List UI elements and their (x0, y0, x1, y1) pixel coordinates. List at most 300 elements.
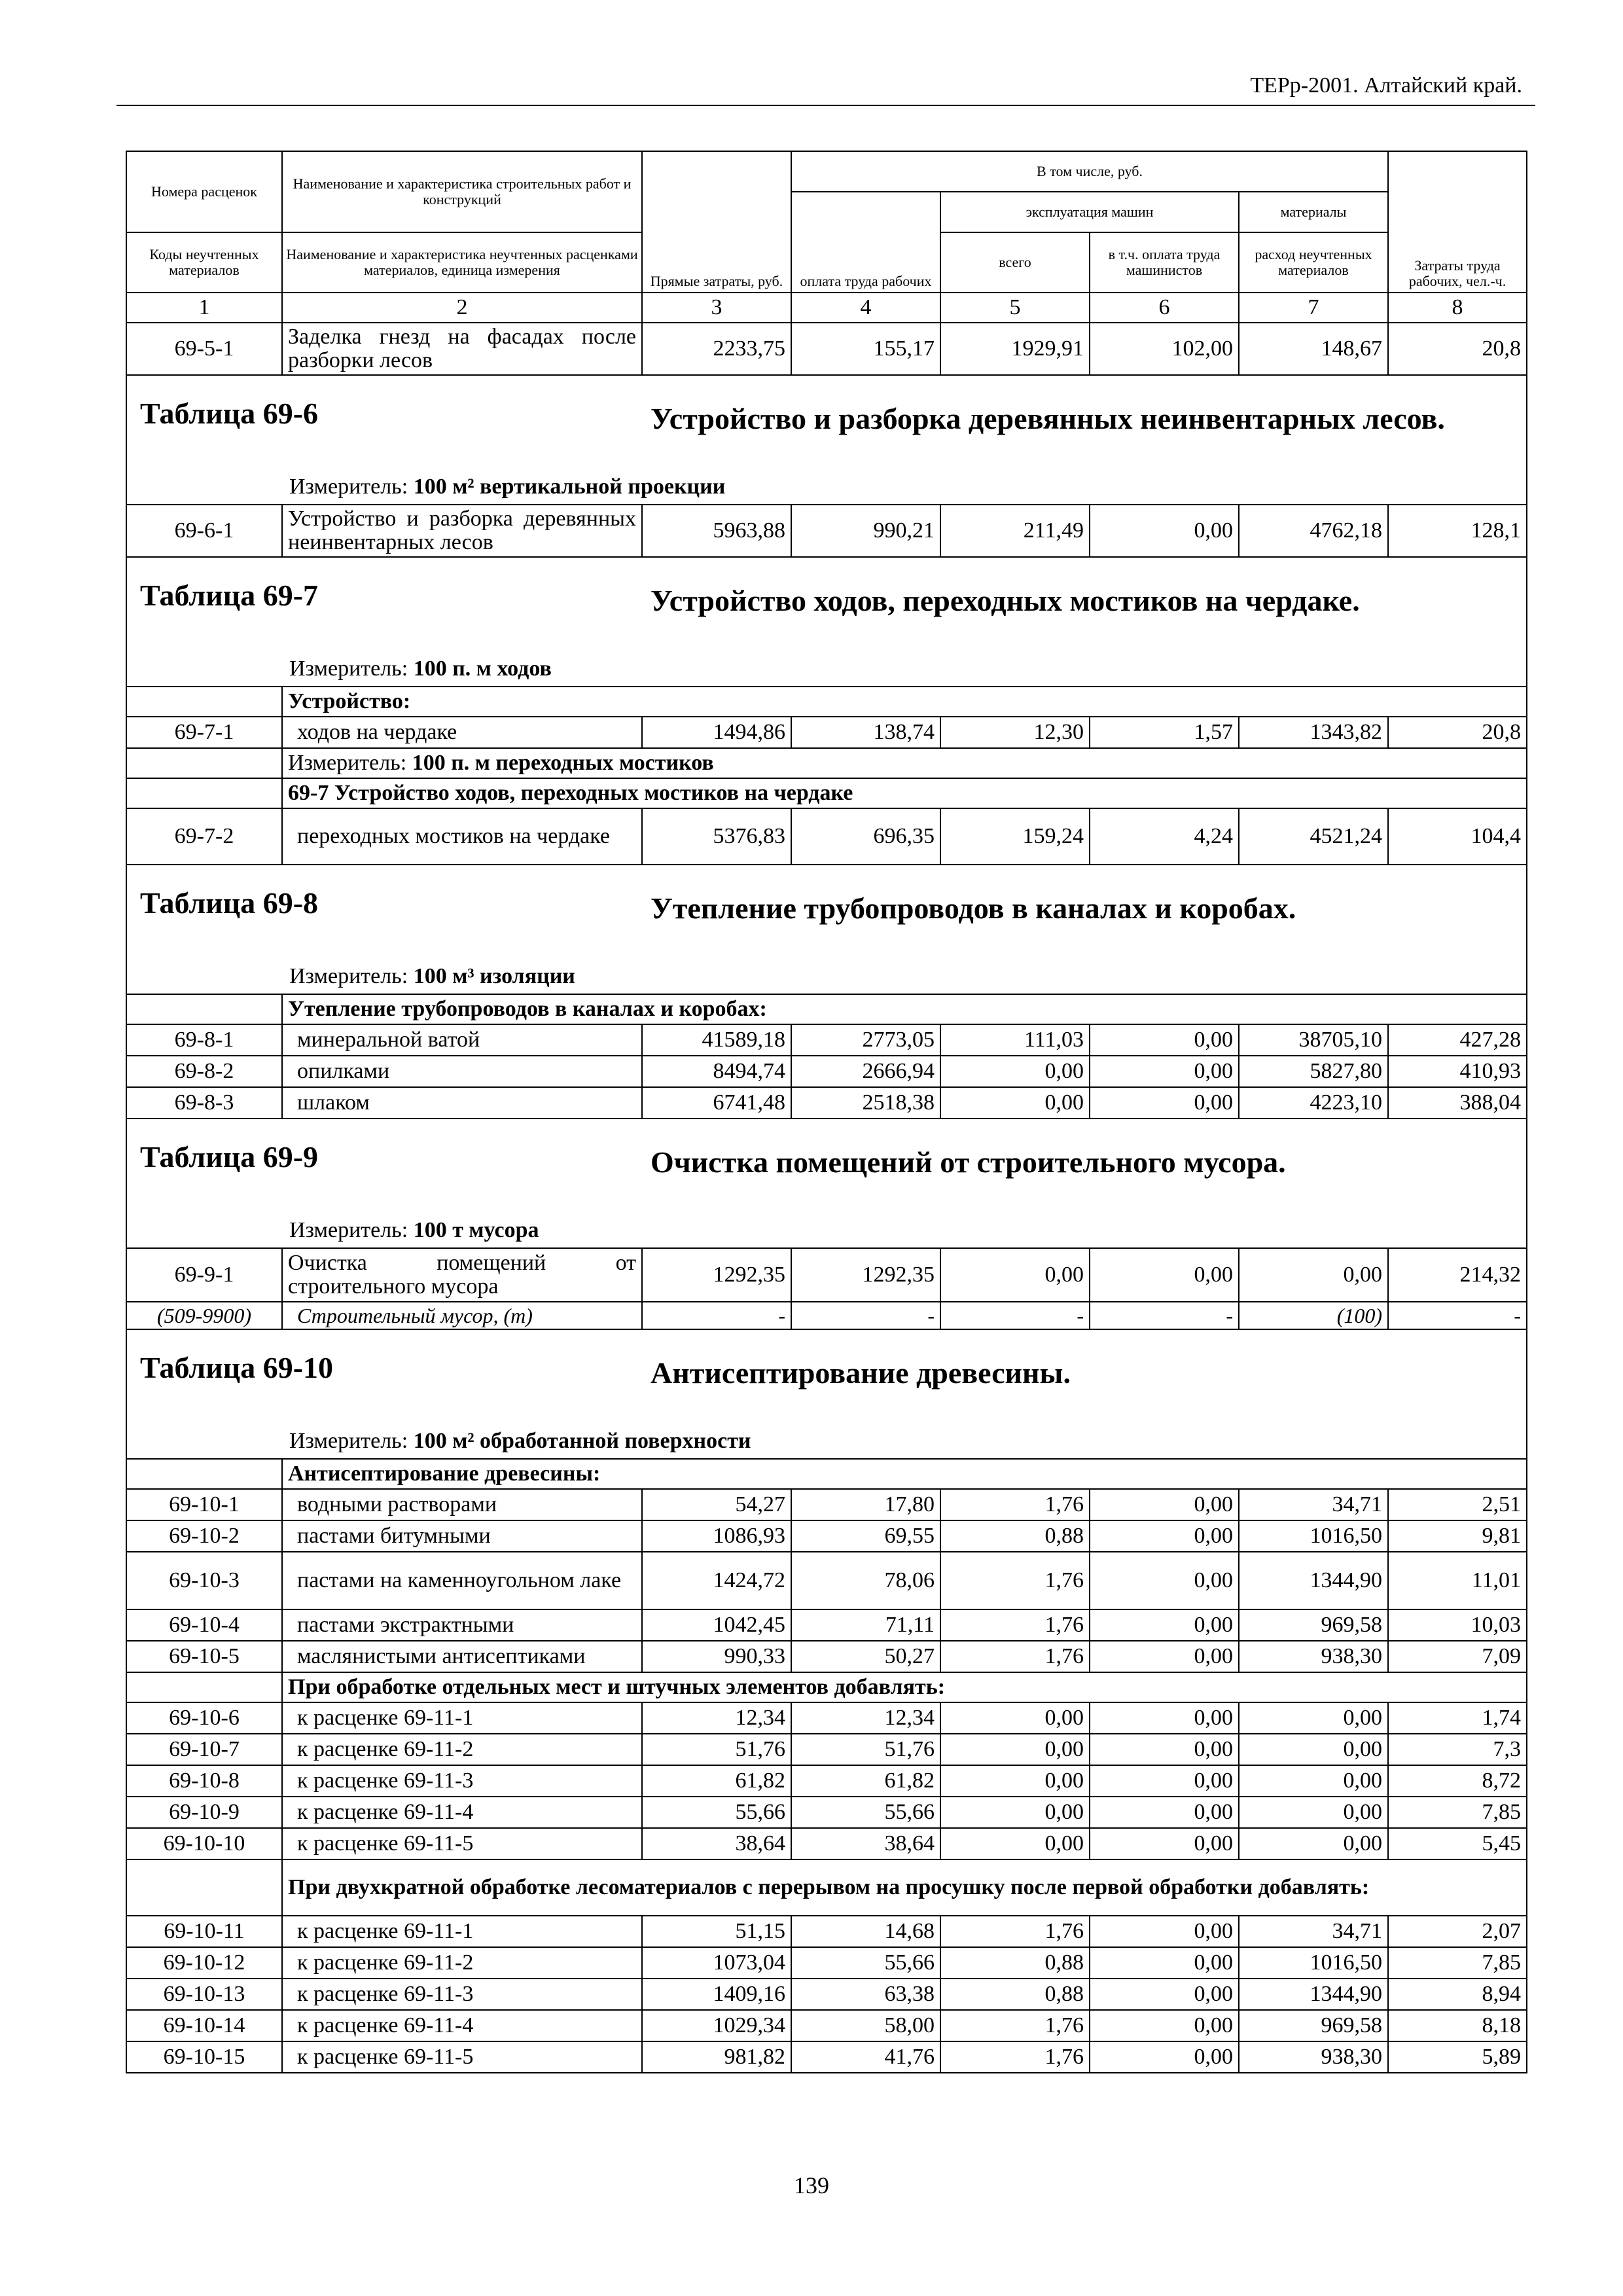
rate-value: 8,94 (1388, 1979, 1527, 2010)
subheading-text: Устройство: (282, 687, 1527, 717)
rate-row (126, 1947, 1527, 1979)
rate-code: 69-10-5 (126, 1641, 282, 1672)
column-number: 3 (642, 293, 791, 323)
section-meter (289, 965, 575, 988)
rate-row (126, 808, 1527, 865)
rate-value: 0,00 (1239, 1828, 1388, 1859)
header-title: ТЕРр-2001. Алтайский край. (1250, 73, 1522, 98)
rate-code: 69-7-2 (126, 808, 282, 865)
rate-name: водными растворами (282, 1489, 642, 1520)
rate-value: 11,01 (1388, 1552, 1527, 1609)
col-header-group: В том числе, руб. (791, 151, 1388, 192)
rate-value: 17,80 (791, 1489, 940, 1520)
rate-value: 8,72 (1388, 1765, 1527, 1797)
section-inner (127, 865, 1526, 994)
rate-value: 0,00 (1090, 1765, 1239, 1797)
subheading-text: Антисептирование древесины: (282, 1459, 1527, 1489)
rate-value: - (791, 1302, 940, 1329)
rate-value: - (642, 1302, 791, 1329)
rate-value: 1,57 (1090, 717, 1239, 748)
rate-code: 69-5-1 (126, 323, 282, 375)
rate-value: 0,00 (1090, 1734, 1239, 1765)
rate-name: к расценке 69-11-1 (282, 1916, 642, 1947)
rate-code: 69-8-2 (126, 1056, 282, 1087)
rate-value: 1292,35 (791, 1248, 940, 1302)
rate-value: 1494,86 (642, 717, 791, 748)
section-title: Таблица 69-9 (140, 1140, 319, 1174)
section-header (126, 557, 1527, 687)
section-cell (126, 1329, 1527, 1459)
rate-name: пастами битумными (282, 1520, 642, 1552)
rate-value: 1,76 (940, 1641, 1090, 1672)
meter-label: Измеритель: (289, 1429, 408, 1453)
rate-value: (100) (1239, 1302, 1388, 1329)
rate-value: 14,68 (791, 1916, 940, 1947)
section-name: Устройство ходов, переходных мостиков на чердаке. (651, 584, 1360, 617)
section-meter (289, 657, 552, 681)
rate-value: 1409,16 (642, 1979, 791, 2010)
section-cell (126, 865, 1527, 994)
rate-value: 0,88 (940, 1979, 1090, 2010)
rate-value: 78,06 (791, 1552, 940, 1609)
rate-value: 51,15 (642, 1916, 791, 1947)
subheading-text: При обработке отдельных мест и штучных элементов добавлять: (282, 1672, 1527, 1702)
rate-value: 388,04 (1388, 1087, 1527, 1119)
section-cell (126, 1119, 1527, 1248)
rate-code: 69-8-3 (126, 1087, 282, 1119)
section-meter (289, 1429, 751, 1453)
col-header-materials-use: расход неучтенных материалов (1239, 232, 1388, 293)
rate-value: 50,27 (791, 1641, 940, 1672)
rate-value: 969,58 (1239, 2010, 1388, 2041)
rate-value: 0,00 (1090, 1248, 1239, 1302)
rate-value: 1424,72 (642, 1552, 791, 1609)
rate-value: 102,00 (1090, 323, 1239, 375)
section-name: Очистка помещений от строительного мусора. (651, 1145, 1286, 1179)
rate-value: 63,38 (791, 1979, 940, 2010)
rate-row (126, 1702, 1527, 1734)
rate-value: 0,00 (1239, 1248, 1388, 1302)
rate-value: 5376,83 (642, 808, 791, 865)
rate-value: 1073,04 (642, 1947, 791, 1979)
col-header-unaccounted-name: Наименование и характеристика неучтенных расценками материалов, единица измерения (282, 232, 642, 293)
rate-name: опилками (282, 1056, 642, 1087)
section-title: Таблица 69-8 (140, 886, 319, 920)
rate-value: 2,07 (1388, 1916, 1527, 1947)
rate-name: ходов на чердаке (282, 717, 642, 748)
rate-value: 0,88 (940, 1520, 1090, 1552)
rate-value: 38,64 (791, 1828, 940, 1859)
section-name: Антисептирование древесины. (651, 1356, 1071, 1390)
rate-code: 69-10-10 (126, 1828, 282, 1859)
col-header-machines: эксплуатация машин (940, 192, 1239, 232)
rate-name: маслянистыми антисептиками (282, 1641, 642, 1672)
rate-value: 128,1 (1388, 505, 1527, 557)
rate-value: 5,89 (1388, 2041, 1527, 2073)
rate-value: 38,64 (642, 1828, 791, 1859)
rate-value: 0,00 (1090, 1552, 1239, 1609)
rate-code: 69-10-14 (126, 2010, 282, 2041)
rate-name: Заделка гнезд на фасадах после разборки лесов (282, 323, 642, 375)
rate-value: 5827,80 (1239, 1056, 1388, 1087)
rate-code: 69-10-9 (126, 1797, 282, 1828)
rate-row (126, 1641, 1527, 1672)
rate-value: 51,76 (642, 1734, 791, 1765)
rate-value: 1042,45 (642, 1609, 791, 1641)
rate-value: 71,11 (791, 1609, 940, 1641)
rate-value: - (1388, 1302, 1527, 1329)
section-meter (289, 475, 725, 499)
rate-value: 2,51 (1388, 1489, 1527, 1520)
rate-value: 5,45 (1388, 1828, 1527, 1859)
rate-value: 69,55 (791, 1520, 940, 1552)
page-number: 139 (794, 2172, 829, 2198)
rate-value: 41,76 (791, 2041, 940, 2073)
rate-value: 0,00 (1239, 1797, 1388, 1828)
rate-value: 0,00 (1239, 1734, 1388, 1765)
rate-value: 0,88 (940, 1947, 1090, 1979)
rate-row (126, 505, 1527, 557)
section-title: Таблица 69-7 (140, 579, 319, 612)
meter-label: Измеритель: (289, 1218, 408, 1242)
rate-code: 69-6-1 (126, 505, 282, 557)
rate-value: 938,30 (1239, 1641, 1388, 1672)
rate-row (126, 1248, 1527, 1302)
rate-value: 0,00 (940, 1828, 1090, 1859)
rate-value: 0,00 (1090, 2041, 1239, 2073)
col-header-labor: Затраты труда рабочих, чел.-ч. (1388, 151, 1527, 293)
rate-value: 0,00 (1090, 1947, 1239, 1979)
rate-row (126, 1734, 1527, 1765)
rate-row (126, 1056, 1527, 1087)
rate-row (126, 1828, 1527, 1859)
rate-value: 0,00 (1090, 1641, 1239, 1672)
rate-value: 1344,90 (1239, 1552, 1388, 1609)
rate-value: 0,00 (940, 1734, 1090, 1765)
rate-value: 9,81 (1388, 1520, 1527, 1552)
rate-value: 0,00 (940, 1248, 1090, 1302)
rate-value: 214,32 (1388, 1248, 1527, 1302)
rate-value: 0,00 (940, 1765, 1090, 1797)
rate-value: 696,35 (791, 808, 940, 865)
rate-value: 0,00 (1090, 2010, 1239, 2041)
rate-value: 0,00 (1090, 1087, 1239, 1119)
col-header-codes: Номера расценок (126, 151, 282, 232)
rate-value: 0,00 (940, 1797, 1090, 1828)
rate-row (126, 1609, 1527, 1641)
rate-value: 969,58 (1239, 1609, 1388, 1641)
meter-label: Измеритель: (289, 475, 408, 499)
rate-value: 2233,75 (642, 323, 791, 375)
column-number: 1 (126, 293, 282, 323)
rate-name: пастами на каменноугольном лаке (282, 1552, 642, 1609)
rate-value: 5963,88 (642, 505, 791, 557)
rate-name: шлаком (282, 1087, 642, 1119)
rate-value: 0,00 (1090, 1024, 1239, 1056)
rate-code: 69-7-1 (126, 717, 282, 748)
rate-value: 55,66 (642, 1797, 791, 1828)
subheading (126, 1859, 1527, 1916)
empty-cell (126, 778, 282, 808)
rate-value: 7,09 (1388, 1641, 1527, 1672)
rate-value: 104,4 (1388, 808, 1527, 865)
rate-value: 0,00 (1090, 1520, 1239, 1552)
meter-value: 100 п. м ходов (413, 656, 552, 681)
rate-value: 155,17 (791, 323, 940, 375)
rate-value: 7,85 (1388, 1947, 1527, 1979)
rate-value: 0,00 (940, 1056, 1090, 1087)
section-cell (126, 557, 1527, 687)
rate-value: 4762,18 (1239, 505, 1388, 557)
rate-row (126, 2010, 1527, 2041)
subheading (126, 778, 1527, 808)
column-number: 4 (791, 293, 940, 323)
rate-value: 159,24 (940, 808, 1090, 865)
rate-value: 0,00 (1090, 1489, 1239, 1520)
rate-name: к расценке 69-11-1 (282, 1702, 642, 1734)
rate-value: 12,34 (642, 1702, 791, 1734)
rate-value: 1292,35 (642, 1248, 791, 1302)
rate-code: 69-10-13 (126, 1979, 282, 2010)
rate-name: к расценке 69-11-4 (282, 2010, 642, 2041)
rate-value: 41589,18 (642, 1024, 791, 1056)
rate-value: 1016,50 (1239, 1947, 1388, 1979)
rate-value: 1,74 (1388, 1702, 1527, 1734)
rate-value: 111,03 (940, 1024, 1090, 1056)
rate-value: 55,66 (791, 1797, 940, 1828)
section-inner (127, 1119, 1526, 1247)
rate-name: к расценке 69-11-3 (282, 1765, 642, 1797)
section-inner (127, 558, 1526, 686)
col-header-machines-total: всего (940, 232, 1090, 293)
section-meter (289, 1219, 539, 1242)
rate-code: 69-10-7 (126, 1734, 282, 1765)
rate-row (126, 1552, 1527, 1609)
col-header-unaccounted-codes: Коды неучтенных материалов (126, 232, 282, 293)
rate-value: 6741,48 (642, 1087, 791, 1119)
rate-code: (509-9900) (126, 1302, 282, 1329)
section-header (126, 1119, 1527, 1248)
rate-value: 58,00 (791, 2010, 940, 2041)
section-title: Таблица 69-10 (140, 1351, 334, 1384)
rate-code: 69-8-1 (126, 1024, 282, 1056)
meter-row-text (282, 748, 1527, 778)
rate-value: 938,30 (1239, 2041, 1388, 2073)
rates-table (126, 151, 1527, 2073)
rate-value: 7,85 (1388, 1797, 1527, 1828)
rate-value: 0,00 (1090, 505, 1239, 557)
rate-value: 0,00 (1090, 1828, 1239, 1859)
rate-name: Устройство и разборка деревянных неинвентарных лесов (282, 505, 642, 557)
rate-value: - (1090, 1302, 1239, 1329)
rate-code: 69-10-1 (126, 1489, 282, 1520)
rate-name: Очистка помещений от строительного мусора (282, 1248, 642, 1302)
rate-value: 34,71 (1239, 1916, 1388, 1947)
section-inner (127, 1330, 1526, 1458)
section-header (126, 865, 1527, 994)
rate-value: 51,76 (791, 1734, 940, 1765)
rate-row (126, 1520, 1527, 1552)
rate-row (126, 717, 1527, 748)
rate-value: 211,49 (940, 505, 1090, 557)
rate-code: 69-10-6 (126, 1702, 282, 1734)
rate-row (126, 1916, 1527, 1947)
rate-name: к расценке 69-11-5 (282, 1828, 642, 1859)
rate-name: к расценке 69-11-3 (282, 1979, 642, 2010)
rate-value: 4,24 (1090, 808, 1239, 865)
column-numbers-row (126, 293, 1527, 323)
col-header-direct: Прямые затраты, руб. (642, 151, 791, 293)
meter-label: Измеритель: (289, 656, 408, 681)
rate-value: 2773,05 (791, 1024, 940, 1056)
rate-value: 8494,74 (642, 1056, 791, 1087)
rate-value: 1,76 (940, 2041, 1090, 2073)
rate-value: 8,18 (1388, 2010, 1527, 2041)
rate-name: пастами экстрактными (282, 1609, 642, 1641)
rate-value: 1,76 (940, 1552, 1090, 1609)
rate-code: 69-10-2 (126, 1520, 282, 1552)
rate-value: 138,74 (791, 717, 940, 748)
rate-value: 1,76 (940, 2010, 1090, 2041)
rate-name: к расценке 69-11-4 (282, 1797, 642, 1828)
subheading-text: При двухкратной обработке лесоматериалов с перерывом на просушку после первой обработки добавлять: (282, 1859, 1527, 1916)
column-number: 5 (940, 293, 1090, 323)
rate-value: 0,00 (940, 1087, 1090, 1119)
rate-value: 55,66 (791, 1947, 940, 1979)
rate-value: 54,27 (642, 1489, 791, 1520)
rate-value: 1016,50 (1239, 1520, 1388, 1552)
rate-value: 0,00 (1239, 1702, 1388, 1734)
rate-row (126, 1979, 1527, 2010)
rate-row (126, 1024, 1527, 1056)
rate-name: к расценке 69-11-2 (282, 1947, 642, 1979)
meter-row (126, 748, 1527, 778)
subheading (126, 687, 1527, 717)
empty-cell (126, 1672, 282, 1702)
rate-value: 148,67 (1239, 323, 1388, 375)
subheading (126, 1459, 1527, 1489)
section-header (126, 375, 1527, 505)
rate-value: 990,33 (642, 1641, 791, 1672)
rate-row (126, 1765, 1527, 1797)
rate-value: 34,71 (1239, 1489, 1388, 1520)
empty-cell (126, 994, 282, 1024)
rate-value: 1344,90 (1239, 1979, 1388, 2010)
rate-row (126, 2041, 1527, 2073)
subheading (126, 994, 1527, 1024)
rate-name: минеральной ватой (282, 1024, 642, 1056)
rate-value: 20,8 (1388, 717, 1527, 748)
col-header-wage: оплата труда рабочих (791, 192, 940, 293)
col-header-machinists-wage: в т.ч. оплата труда машинистов (1090, 232, 1239, 293)
rate-value: 0,00 (940, 1702, 1090, 1734)
empty-cell (126, 687, 282, 717)
rate-value: 1,76 (940, 1489, 1090, 1520)
rate-code: 69-10-12 (126, 1947, 282, 1979)
rate-value: 427,28 (1388, 1024, 1527, 1056)
column-number: 6 (1090, 293, 1239, 323)
rate-code: 69-10-4 (126, 1609, 282, 1641)
rate-name: к расценке 69-11-2 (282, 1734, 642, 1765)
section-title: Таблица 69-6 (140, 397, 319, 430)
rate-name: Строительный мусор, (т) (282, 1302, 642, 1329)
rate-row (126, 323, 1527, 375)
rate-value: 1086,93 (642, 1520, 791, 1552)
rate-code: 69-10-15 (126, 2041, 282, 2073)
section-header (126, 1329, 1527, 1459)
rate-value: 0,00 (1090, 1609, 1239, 1641)
rate-name: переходных мостиков на чердаке (282, 808, 642, 865)
rate-value: 410,93 (1388, 1056, 1527, 1087)
section-name: Устройство и разборка деревянных неинвентарных лесов. (651, 402, 1445, 435)
section-name: Утепление трубопроводов в каналах и коробах. (651, 891, 1296, 925)
rate-value: - (940, 1302, 1090, 1329)
meter-label: Измеритель: (289, 964, 408, 988)
column-number: 7 (1239, 293, 1388, 323)
rate-value: 981,82 (642, 2041, 791, 2073)
rate-value: 0,00 (1090, 1702, 1239, 1734)
rate-value: 1,76 (940, 1916, 1090, 1947)
section-cell (126, 375, 1527, 505)
meter-value: 100 м² обработанной поверхности (413, 1429, 751, 1453)
running-header (116, 71, 1535, 106)
col-header-name: Наименование и характеристика строительных работ и конструкций (282, 151, 642, 232)
col-header-materials: материалы (1239, 192, 1388, 232)
material-row (126, 1302, 1527, 1329)
rate-code: 69-10-3 (126, 1552, 282, 1609)
rate-value: 12,30 (940, 717, 1090, 748)
rate-name: к расценке 69-11-5 (282, 2041, 642, 2073)
rate-row (126, 1797, 1527, 1828)
rate-value: 0,00 (1090, 1979, 1239, 2010)
subheading-text: 69-7 Устройство ходов, переходных мостиков на чердаке (282, 778, 1527, 808)
subheading (126, 1672, 1527, 1702)
rate-value: 4223,10 (1239, 1087, 1388, 1119)
rate-value: 1,76 (940, 1609, 1090, 1641)
meter-label: Измеритель: (288, 751, 407, 775)
column-number: 2 (282, 293, 642, 323)
rate-value: 1929,91 (940, 323, 1090, 375)
rate-value: 7,3 (1388, 1734, 1527, 1765)
rate-value: 1343,82 (1239, 717, 1388, 748)
rate-value: 990,21 (791, 505, 940, 557)
subheading-text: Утепление трубопроводов в каналах и коробах: (282, 994, 1527, 1024)
rate-row (126, 1489, 1527, 1520)
meter-value: 100 т мусора (413, 1218, 539, 1242)
rate-value: 0,00 (1090, 1056, 1239, 1087)
rate-value: 12,34 (791, 1702, 940, 1734)
rate-value: 61,82 (642, 1765, 791, 1797)
section-inner (127, 376, 1526, 504)
meter-value: 100 м³ изоляции (413, 964, 575, 988)
rate-code: 69-10-11 (126, 1916, 282, 1947)
rate-value: 20,8 (1388, 323, 1527, 375)
empty-cell (126, 748, 282, 778)
rate-code: 69-9-1 (126, 1248, 282, 1302)
rate-value: 10,03 (1388, 1609, 1527, 1641)
rate-value: 38705,10 (1239, 1024, 1388, 1056)
rate-value: 0,00 (1090, 1916, 1239, 1947)
rate-row (126, 1087, 1527, 1119)
rate-value: 0,00 (1090, 1797, 1239, 1828)
rate-value: 2666,94 (791, 1056, 940, 1087)
empty-cell (126, 1459, 282, 1489)
rate-value: 0,00 (1239, 1765, 1388, 1797)
empty-cell (126, 1859, 282, 1916)
meter-value: 100 п. м переходных мостиков (412, 751, 714, 775)
rate-value: 61,82 (791, 1765, 940, 1797)
column-number: 8 (1388, 293, 1527, 323)
